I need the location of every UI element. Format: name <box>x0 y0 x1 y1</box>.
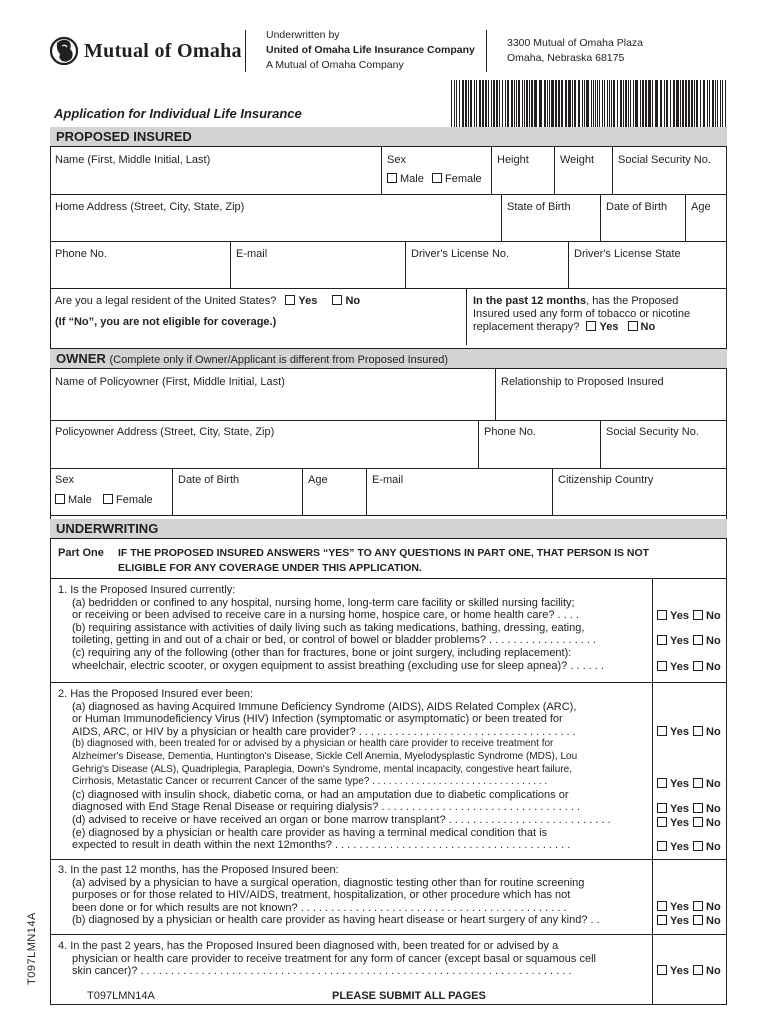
footer-form-code: T097LMN14A <box>87 990 155 1002</box>
divider <box>381 147 382 194</box>
owner-heading: OWNER <box>56 351 106 366</box>
q4-line: 4. In the past 2 years, has the Proposed Insured been diagnosed with, been treated for or advised by a <box>58 940 559 952</box>
answer-no[interactable] <box>693 803 721 815</box>
no-label: No <box>706 610 721 622</box>
no-checkbox[interactable] <box>693 778 703 788</box>
address-line-2: Omaha, Nebraska 68175 <box>507 52 625 64</box>
insured-dob-field[interactable]: Date of Birth <box>606 201 668 213</box>
no-checkbox[interactable] <box>693 635 703 645</box>
q1-line: (b) requiring assistance with activities of daily living such as taking medications, bathing, dressing, eating, <box>72 621 585 634</box>
q1-line: or receiving or been advised to receive care in a nursing home, hospice care, or home health care? . . . . <box>72 609 579 622</box>
yes-label: Yes <box>670 726 689 738</box>
row-divider <box>50 578 727 579</box>
row-divider <box>50 934 727 935</box>
insured-phone-field[interactable]: Phone No. <box>55 248 107 260</box>
insured-sex-label: Sex <box>387 154 406 166</box>
q2-line <box>58 688 611 701</box>
divider <box>685 194 686 241</box>
answer-yes[interactable] <box>657 841 689 853</box>
owner-citizenship-field[interactable]: Citizenship Country <box>558 474 654 486</box>
q3-line: purposes or for those related to HIV/AIDS, treatment, hospitalization, or other procedure which has not <box>72 889 571 902</box>
divider <box>600 194 601 241</box>
yes-label: Yes <box>670 610 689 622</box>
no-checkbox[interactable] <box>693 915 703 925</box>
underwritten-by: Underwritten by <box>266 29 340 41</box>
tobacco-no[interactable] <box>628 321 656 333</box>
insured-sex-male[interactable] <box>387 173 424 185</box>
divider <box>466 288 467 345</box>
no-checkbox[interactable] <box>693 901 703 911</box>
no-label: No <box>706 661 721 673</box>
resident-no[interactable] <box>332 295 360 307</box>
yes-checkbox[interactable] <box>657 965 667 975</box>
q2-line: Cirrhosis, Metastatic Cancer or recurrent Cancer of the same type? . . . . . . . . . . . . . . . . . . . . . . . . . . . . . . . . <box>72 776 548 788</box>
owner-email-field[interactable]: E-mail <box>372 474 404 486</box>
tobacco-question <box>473 295 690 334</box>
owner-heading-note: (Complete only if Owner/Applicant is different from Proposed Insured) <box>109 354 448 366</box>
no-label: No <box>706 965 721 977</box>
answer-no[interactable] <box>693 726 721 738</box>
tobacco-line-3 <box>473 321 690 334</box>
insured-height-field[interactable]: Height <box>497 154 529 166</box>
no-label: No <box>706 635 721 647</box>
divider <box>552 468 553 515</box>
header-divider <box>245 30 246 72</box>
yes-label: Yes <box>670 635 689 647</box>
tobacco-line-3-text: replacement therapy? <box>473 321 580 333</box>
answer-no[interactable] <box>693 778 721 790</box>
row-divider <box>50 241 727 242</box>
yes-label: Yes <box>298 295 318 307</box>
yes-checkbox[interactable] <box>657 901 667 911</box>
no-label: No <box>706 803 721 815</box>
row-divider <box>50 468 727 469</box>
no-checkbox[interactable] <box>693 965 703 975</box>
question-2 <box>58 688 611 852</box>
q2-line: AIDS, ARC, or HIV by a physician or health care provider? . . . . . . . . . . . . . . . . . . . . . . . . . . . . . . . . . . . . <box>72 725 576 738</box>
owner-name-field[interactable]: Name of Policyowner (First, Middle Initial, Last) <box>55 376 285 388</box>
row-divider <box>50 288 727 289</box>
insured-weight-field[interactable]: Weight <box>560 154 595 166</box>
no-checkbox[interactable] <box>693 817 703 827</box>
divider <box>172 468 173 515</box>
yes-label: Yes <box>670 915 689 927</box>
divider <box>478 420 479 468</box>
tobacco-line-1 <box>473 295 690 308</box>
yes-checkbox[interactable] <box>657 726 667 736</box>
owner-sex-label: Sex <box>55 474 74 486</box>
row-divider <box>50 859 727 860</box>
row-divider <box>50 515 727 516</box>
insured-name-field[interactable]: Name (First, Middle Initial, Last) <box>55 154 211 166</box>
yes-label: Yes <box>670 778 689 790</box>
q2-line-0: 2. Has the Proposed Insured ever been: <box>58 688 254 700</box>
no-label: No <box>706 817 721 829</box>
company-address <box>507 36 643 66</box>
divider <box>554 147 555 194</box>
resident-question <box>55 295 360 307</box>
q2-line: (d) advised to receive or have received an organ or bone marrow transplant? . . . . . . . . . . . . . . . . . . . . . . . . . . . <box>72 813 611 826</box>
no-checkbox[interactable] <box>693 803 703 813</box>
answer-yes[interactable] <box>657 635 689 647</box>
owner-age-field[interactable]: Age <box>308 474 328 486</box>
female-label: Female <box>445 173 482 185</box>
answer-yes[interactable] <box>657 610 689 622</box>
male-checkbox[interactable] <box>387 173 397 183</box>
answer-yes[interactable] <box>657 661 689 673</box>
part-one-label: Part One <box>58 547 104 559</box>
divider <box>366 468 367 515</box>
tobacco-rest: , has the Proposed <box>586 295 679 307</box>
insured-email-field[interactable]: E-mail <box>236 248 268 260</box>
divider <box>568 241 569 288</box>
male-label: Male <box>68 494 92 506</box>
row-divider <box>50 682 727 683</box>
q1-line: wheelchair, electric scooter, or oxygen equipment to assist breathing (excluding use for sleep apnea)? . . . . . . <box>72 659 604 672</box>
divider <box>495 369 496 420</box>
q4-line: physician or health care provider to receive treatment for any form of cancer (except basal or squamous cell <box>72 952 596 965</box>
row-divider <box>50 420 727 421</box>
divider <box>230 241 231 288</box>
answer-no[interactable] <box>693 610 721 622</box>
no-label: No <box>640 321 656 333</box>
female-label: Female <box>116 494 153 506</box>
yes-label: Yes <box>670 661 689 673</box>
insured-dl-number-field[interactable]: Driver's License No. <box>411 248 510 260</box>
question-3 <box>58 864 600 927</box>
part-one-text-2: ELIGIBLE FOR ANY COVERAGE UNDER THIS APPLICATION. <box>118 562 422 574</box>
q4-line: skin cancer)? . . . . . . . . . . . . . . . . . . . . . . . . . . . . . . . . . . . . . . . . . . . . . . . . . . . . . . . . . . . . . . . . . . . . . . . <box>72 965 572 978</box>
resident-question-text: Are you a legal resident of the United States? <box>55 295 277 307</box>
side-form-code: T097LMN14A <box>26 912 38 985</box>
yes-label: Yes <box>670 817 689 829</box>
no-label: No <box>706 778 721 790</box>
no-label: No <box>706 915 721 927</box>
answer-no[interactable] <box>693 635 721 647</box>
yes-label: Yes <box>670 841 689 853</box>
answer-no[interactable] <box>693 965 721 977</box>
q1-line: (a) bedridden or confined to any hospital, nursing home, long-term care facility or skilled nursing facility; <box>72 596 575 609</box>
q2-line: Alzheimer's Disease, Dementia, Huntington's Disease, Sickle Cell Anemia, Myelodysplastic Syndrome (MDS), Lou <box>72 750 578 762</box>
answer-yes[interactable] <box>657 965 689 977</box>
q3-line: been done or for which results are not known? . . . . . . . . . . . . . . . . . . . . . . . . . . . . . . . . . . . . . . . . . . . . <box>72 901 567 914</box>
yes-checkbox[interactable] <box>657 661 667 671</box>
answer-yes[interactable] <box>657 726 689 738</box>
owner-address-field[interactable]: Policyowner Address (Street, City, State, Zip) <box>55 426 275 438</box>
underwriter-parent: A Mutual of Omaha Company <box>266 59 404 71</box>
yes-label: Yes <box>670 901 689 913</box>
tobacco-yes[interactable] <box>586 321 618 333</box>
q2-line: Gehrig's Disease (ALS), Quadriplegia, Paraplegia, Down's Syndrome, mental incapacity, congestive heart failure, <box>72 763 572 775</box>
insured-ssn-field[interactable]: Social Security No. <box>618 154 711 166</box>
divider <box>302 468 303 515</box>
owner-phone-field[interactable]: Phone No. <box>484 426 536 438</box>
insured-state-of-birth-field[interactable]: State of Birth <box>507 201 571 213</box>
owner-sex-female[interactable] <box>103 494 153 506</box>
answer-yes[interactable] <box>657 817 689 829</box>
divider <box>491 147 492 194</box>
resident-yes-checkbox[interactable] <box>285 295 295 305</box>
no-checkbox[interactable] <box>693 661 703 671</box>
q2-line: (b) diagnosed with, been treated for or advised by a physician or health care provider to receive treatment for <box>72 738 554 750</box>
yes-checkbox[interactable] <box>657 803 667 813</box>
resident-yes[interactable] <box>285 295 317 307</box>
q1-line: 1. Is the Proposed Insured currently: <box>58 584 236 596</box>
no-checkbox[interactable] <box>693 841 703 851</box>
section-heading-owner <box>50 349 727 369</box>
owner-sex-male[interactable] <box>55 494 92 506</box>
q1-line: toileting, getting in and out of a chair or bed, or control of bowel or bladder problems? . . . . . . . . . . . . . . . . . . <box>72 634 596 647</box>
divider <box>600 420 601 468</box>
mutual-of-omaha-logo-icon <box>50 34 78 68</box>
divider <box>612 147 613 194</box>
q3-line: (a) advised by a physician to have a surgical operation, diagnostic testing other than for routine screening <box>72 876 585 889</box>
owner-dob-field[interactable]: Date of Birth <box>178 474 240 486</box>
tobacco-line-2: Insured used any form of tobacco or nicotine <box>473 308 691 320</box>
q3-line: 3. In the past 12 months, has the Proposed Insured been: <box>58 864 339 876</box>
owner-ssn-field[interactable]: Social Security No. <box>606 426 699 438</box>
q2-line: (e) diagnosed by a physician or health care provider as having a terminal medical condition that is <box>72 826 548 839</box>
no-label: No <box>706 841 721 853</box>
underwriter-block <box>266 28 475 73</box>
answer-no[interactable] <box>693 901 721 913</box>
section-heading-proposed-insured: PROPOSED INSURED <box>50 127 727 147</box>
yes-checkbox[interactable] <box>657 841 667 851</box>
male-label: Male <box>400 173 424 185</box>
no-checkbox[interactable] <box>693 726 703 736</box>
logo-wordmark: Mutual of Omaha <box>84 40 242 62</box>
insured-sex-female[interactable] <box>432 173 482 185</box>
answer-no[interactable] <box>693 841 721 853</box>
answer-yes[interactable] <box>657 901 689 913</box>
question-4 <box>58 940 596 978</box>
row-divider <box>50 348 727 349</box>
yes-label: Yes <box>599 321 619 333</box>
yes-checkbox[interactable] <box>657 778 667 788</box>
address-line-1: 3300 Mutual of Omaha Plaza <box>507 37 643 49</box>
q2-line: diagnosed with End Stage Renal Disease or requiring dialysis? . . . . . . . . . . . . . . . . . . . . . . . . . . . . . . . . . <box>72 801 581 814</box>
q2-line: (c) diagnosed with insulin shock, diabetic coma, or had an amputation due to diabetic complications or <box>72 788 569 801</box>
q2-line: (a) diagnosed as having Acquired Immune Deficiency Syndrome (AIDS), AIDS Related Complex (ARC), <box>72 700 577 713</box>
tobacco-yes-checkbox[interactable] <box>586 321 596 331</box>
yes-checkbox[interactable] <box>657 610 667 620</box>
male-checkbox[interactable] <box>55 494 65 504</box>
header-divider-2 <box>486 30 487 72</box>
resident-no-checkbox[interactable] <box>332 295 342 305</box>
question-1 <box>58 584 604 672</box>
female-checkbox[interactable] <box>103 494 113 504</box>
answer-no[interactable] <box>693 661 721 673</box>
owner-relationship-field[interactable]: Relationship to Proposed Insured <box>501 376 664 388</box>
no-checkbox[interactable] <box>693 610 703 620</box>
section-heading-underwriting: UNDERWRITING <box>50 519 727 539</box>
no-label: No <box>345 295 361 307</box>
insured-dl-state-field[interactable]: Driver's License State <box>574 248 681 260</box>
answer-yes[interactable] <box>657 915 689 927</box>
insured-home-address-field[interactable]: Home Address (Street, City, State, Zip) <box>55 201 245 213</box>
q1-line: (c) requiring any of the following (other than for fractures, bone or joint surgery, including replacement): <box>72 646 572 659</box>
no-label: No <box>706 726 721 738</box>
not-eligible-note: (If “No”, you are not eligible for coverage.) <box>55 316 277 328</box>
q2-line: expected to result in death within the next 12months? . . . . . . . . . . . . . . . . . . . . . . . . . . . . . . . . . . . . . . . <box>72 839 571 852</box>
answer-yes[interactable] <box>657 803 689 815</box>
row-divider <box>50 194 727 195</box>
tobacco-bold: In the past 12 months <box>473 295 587 307</box>
yes-checkbox[interactable] <box>657 915 667 925</box>
answer-no[interactable] <box>693 915 721 927</box>
female-checkbox[interactable] <box>432 173 442 183</box>
divider <box>405 241 406 288</box>
yes-label: Yes <box>670 803 689 815</box>
footer-submit-notice: PLEASE SUBMIT ALL PAGES <box>332 990 486 1002</box>
insured-age-field[interactable]: Age <box>691 201 711 213</box>
underwriter-company: United of Omaha Life Insurance Company <box>266 44 475 56</box>
no-label: No <box>706 901 721 913</box>
part-one-text-1: IF THE PROPOSED INSURED ANSWERS “YES” TO ANY QUESTIONS IN PART ONE, THAT PERSON IS NOT <box>118 547 650 559</box>
divider <box>501 194 502 241</box>
yes-checkbox[interactable] <box>657 817 667 827</box>
tobacco-no-checkbox[interactable] <box>628 321 638 331</box>
q3-line: (b) diagnosed by a physician or health care provider as having heart disease or heart surgery of any kind? . . <box>72 914 600 927</box>
answer-column-divider <box>652 578 653 1005</box>
answer-no[interactable] <box>693 817 721 829</box>
yes-label: Yes <box>670 965 689 977</box>
yes-checkbox[interactable] <box>657 635 667 645</box>
answer-yes[interactable] <box>657 778 689 790</box>
page-title: Application for Individual Life Insurance <box>54 106 302 121</box>
q2-line: or Human Immunodeficiency Virus (HIV) Infection (symptomatic or asymptomatic) or been treated for <box>72 713 563 726</box>
